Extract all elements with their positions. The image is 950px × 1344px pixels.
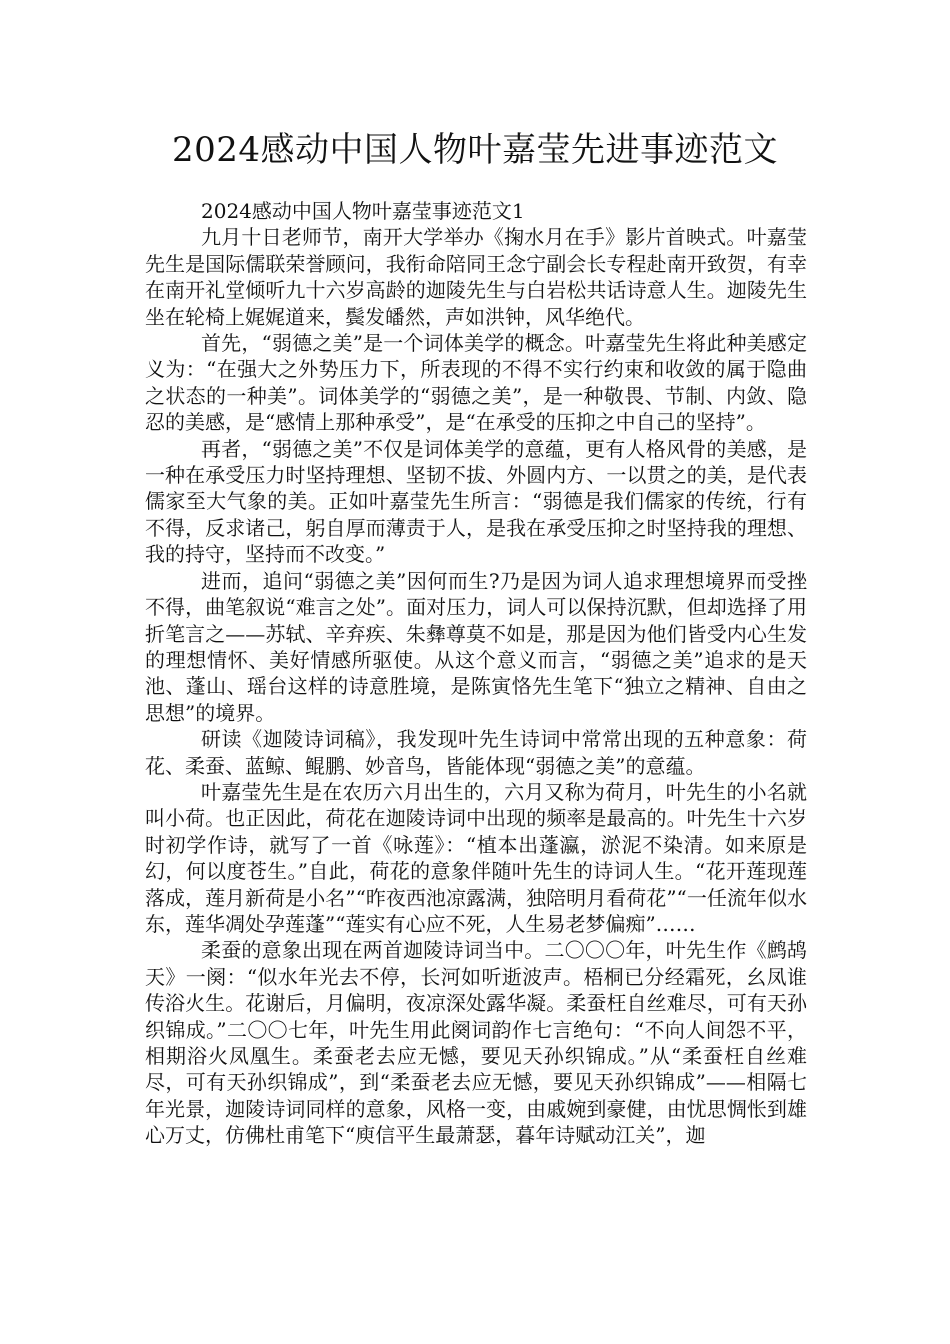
paragraph-5: 研读《迦陵诗词稿》，我发现叶先生诗词中常常出现的五种意象：荷花、柔蚕、蓝鲸、鲲鹏、妙音鸟，皆能体现“弱德之美”的意蕴。 bbox=[145, 727, 807, 778]
paragraph-7: 柔蚕的意象出现在两首迦陵诗词当中。二〇〇〇年，叶先生作《鹧鸪天》一阕：“似水年光去不停，长河如听逝波声。梧桐已分经霜死，幺凤谁传浴火生。花谢后，月偏明，夜凉深处露华凝。柔蚕枉自丝难尽，可有天孙织锦成。”二〇〇七年，叶先生用此阕词韵作七言绝句：“不向人间怨不平，相期浴火凤凰生。柔蚕老去应无憾，要见天孙织锦成。”从“柔蚕枉自丝难尽，可有天孙织锦成”，到“柔蚕老去应无憾，要见天孙织锦成”——相隔七年光景，迦陵诗词同样的意象，风格一变，由戚婉到豪健，由忧思惆怅到雄心万丈，仿佛杜甫笔下“庾信平生最萧瑟，暮年诗赋动江关”，迦 bbox=[145, 938, 807, 1148]
paragraph-6: 叶嘉莹先生是在农历六月出生的，六月又称为荷月，叶先生的小名就叫小荷。也正因此，荷花在迦陵诗词中出现的频率是最高的。叶先生十六岁时初学作诗，就写了一首《咏莲》：“植本出蓬瀛，淤泥不染清。如来原是幻，何以度苍生。”自此，荷花的意象伴随叶先生的诗词人生。“花开莲现莲落成，莲月新荷是小名”“昨夜西池凉露满，独陪明月看荷花”“一任流年似水东，莲华凋处孕莲蓬”“莲实有心应不死，人生易老梦偏痴”…… bbox=[145, 779, 807, 936]
paragraph-4: 进而，追问“弱德之美”因何而生?乃是因为词人追求理想境界而受挫不得，曲笔叙说“难言之处”。面对压力，词人可以保持沉默，但却选择了用折笔言之——苏轼、辛弃疾、朱彝尊莫不如是，那是因为他们皆受内心生发的理想情怀、美好情感所驱使。从这个意义而言，“弱德之美”追求的是天池、蓬山、瑶台这样的诗意胜境，是陈寅恪先生笔下“独立之精神、自由之思想”的境界。 bbox=[145, 568, 807, 725]
paragraph-3: 再者，“弱德之美”不仅是词体美学的意蕴，更有人格风骨的美感，是一种在承受压力时坚持理想、坚韧不拔、外圆内方、一以贯之的美，是代表儒家至大气象的美。正如叶嘉莹先生所言：“弱德是我们儒家的传统，行有不得，反求诸己，躬自厚而薄责于人，是我在承受压抑之时坚持我的理想、我的持守，坚持而不改变。” bbox=[145, 436, 807, 567]
paragraph-1: 九月十日老师节，南开大学举办《掬水月在手》影片首映式。叶嘉莹先生是国际儒联荣誉顾问，我衔命陪同王念宁副会长专程赴南开致贺，有幸在南开礼堂倾听九十六岁高龄的迦陵先生与白岩松共话诗意人生。迦陵先生坐在轮椅上娓娓道来，鬓发皤然，声如洪钟，风华绝代。 bbox=[145, 225, 807, 329]
paragraph-2: 首先，“弱德之美”是一个词体美学的概念。叶嘉莹先生将此种美感定义为：“在强大之外势压力下，所表现的不得不实行约束和收敛的属于隐曲之状态的一种美”。词体美学的“弱德之美”，是一种敬畏、节制、内敛、隐忍的美感，是“感情上那种承受”，是“在承受的压抑之中自己的坚持”。 bbox=[145, 331, 807, 435]
document-title: 2024感动中国人物叶嘉莹先进事迹范文 bbox=[171, 130, 779, 170]
document-subtitle: 2024感动中国人物叶嘉莹事迹范文1 bbox=[201, 199, 525, 223]
document-body bbox=[145, 198, 807, 1149]
